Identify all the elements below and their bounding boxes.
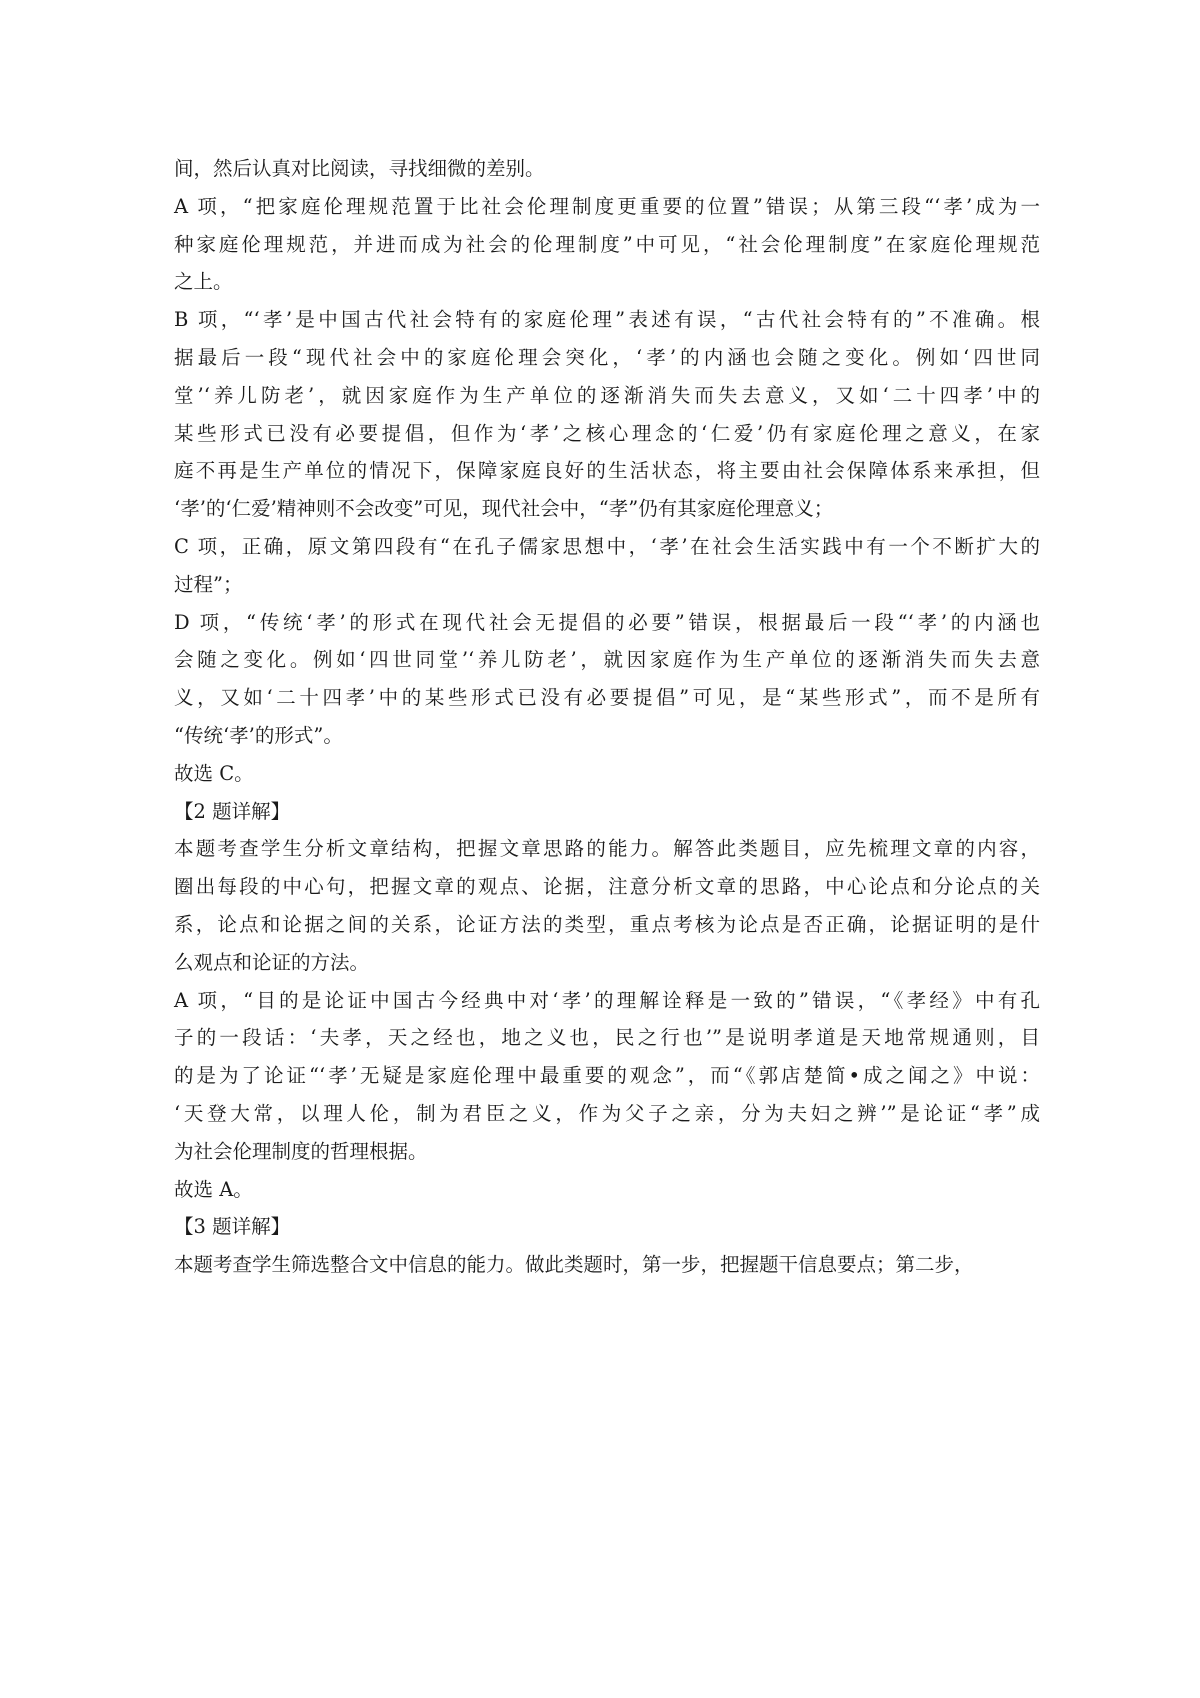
text-line: 会随之变化。例如‘四世同堂’‘养儿防老’，就因家庭作为生产单位的逐渐消失而失去意 <box>174 648 1040 672</box>
text-line: 间，然后认真对比阅读，寻找细微的差别。 <box>174 157 545 180</box>
text-line: A 项，“目的是论证中国古今经典中对‘孝’的理解诠释是一致的”错误，“《孝经》中有孔 <box>174 988 1040 1012</box>
text-line: 据最后一段“现代社会中的家庭伦理会突化，‘孝’的内涵也会随之变化。例如‘四世同 <box>174 345 1040 369</box>
text-line: 种家庭伦理规范，并进而成为社会的伦理制度”中可见，“社会伦理制度”在家庭伦理规范 <box>174 232 1040 256</box>
paragraph <box>174 1208 1040 1246</box>
paragraph <box>174 793 1040 831</box>
paragraph <box>174 755 1040 793</box>
text-line: 么观点和论证的方法。 <box>174 950 370 974</box>
paragraph <box>174 1246 1040 1284</box>
text-line: D 项，“传统‘孝’的形式在现代社会无提倡的必要”错误，根据最后一段“‘孝’的内涵也 <box>174 610 1040 634</box>
text-line: 的是为了论证“‘孝’无疑是家庭伦理中最重要的观念”，而“《郭店楚简•成之闻之》中说： <box>174 1064 1040 1088</box>
paragraph <box>174 150 1040 188</box>
text-line: ‘孝’的‘仁爱’精神则不会改变”可见，现代社会中，“孝”仍有其家庭伦理意义； <box>174 497 834 521</box>
text-line: 为社会伦理制度的哲理根据。 <box>174 1139 428 1163</box>
text-line: 本题考查学生筛选整合文中信息的能力。做此类题时，第一步，把握题干信息要点；第二步， <box>174 1253 974 1277</box>
text-line: “传统‘孝’的形式”。 <box>174 723 343 747</box>
paragraph <box>174 301 1040 528</box>
paragraph <box>174 188 1040 301</box>
text-line: B 项，“‘孝’是中国古代社会特有的家庭伦理”表述有误，“古代社会特有的”不准确。根 <box>174 308 1040 332</box>
text-line: 某些形式已没有必要提倡，但作为‘孝’之核心理念的‘仁爱’仍有家庭伦理之意义，在家 <box>174 421 1040 445</box>
text-line: 【3 题详解】 <box>174 1215 291 1239</box>
text-line: 子的一段话：‘夫孝，天之经也，地之义也，民之行也’”是说明孝道是天地常规通则，目 <box>174 1026 1040 1050</box>
text-line: ‘天登大常，以理人伦，制为君臣之义，作为父子之亲，分为夫妇之辨’”是论证“孝”成 <box>174 1101 1040 1125</box>
text-line: 过程”； <box>174 572 243 596</box>
document-body <box>174 150 1040 1284</box>
paragraph <box>174 982 1040 1171</box>
paragraph <box>174 528 1040 604</box>
text-line: 故选 A。 <box>174 1177 253 1201</box>
text-line: A 项，“把家庭伦理规范置于比社会伦理制度更重要的位置”错误；从第三段“‘孝’成为一 <box>174 194 1040 218</box>
text-line: 故选 C。 <box>174 761 254 785</box>
text-line: 本题考查学生分析文章结构，把握文章思路的能力。解答此类题目，应先梳理文章的内容， <box>174 837 1040 861</box>
text-line: 【2 题详解】 <box>174 799 291 823</box>
text-line: 庭不再是生产单位的情况下，保障家庭良好的生活状态，将主要由社会保障体系来承担，但 <box>174 459 1040 483</box>
paragraph <box>174 1171 1040 1209</box>
text-line: 系，论点和论据之间的关系，论证方法的类型，重点考核为论点是否正确，论据证明的是什 <box>174 912 1040 936</box>
paragraph <box>174 604 1040 755</box>
paragraph <box>174 830 1040 981</box>
text-line: 义，又如‘二十四孝’中的某些形式已没有必要提倡”可见，是“某些形式”，而不是所有 <box>174 686 1040 710</box>
text-line: C 项，正确，原文第四段有“在孔子儒家思想中，‘孝’在社会生活实践中有一个不断扩大的 <box>174 534 1040 558</box>
text-line: 圈出每段的中心句，把握文章的观点、论据，注意分析文章的思路，中心论点和分论点的关 <box>174 875 1040 899</box>
text-line: 堂’‘养儿防老’，就因家庭作为生产单位的逐渐消失而失去意义，又如‘二十四孝’中的 <box>174 383 1040 407</box>
text-line: 之上。 <box>174 270 233 294</box>
